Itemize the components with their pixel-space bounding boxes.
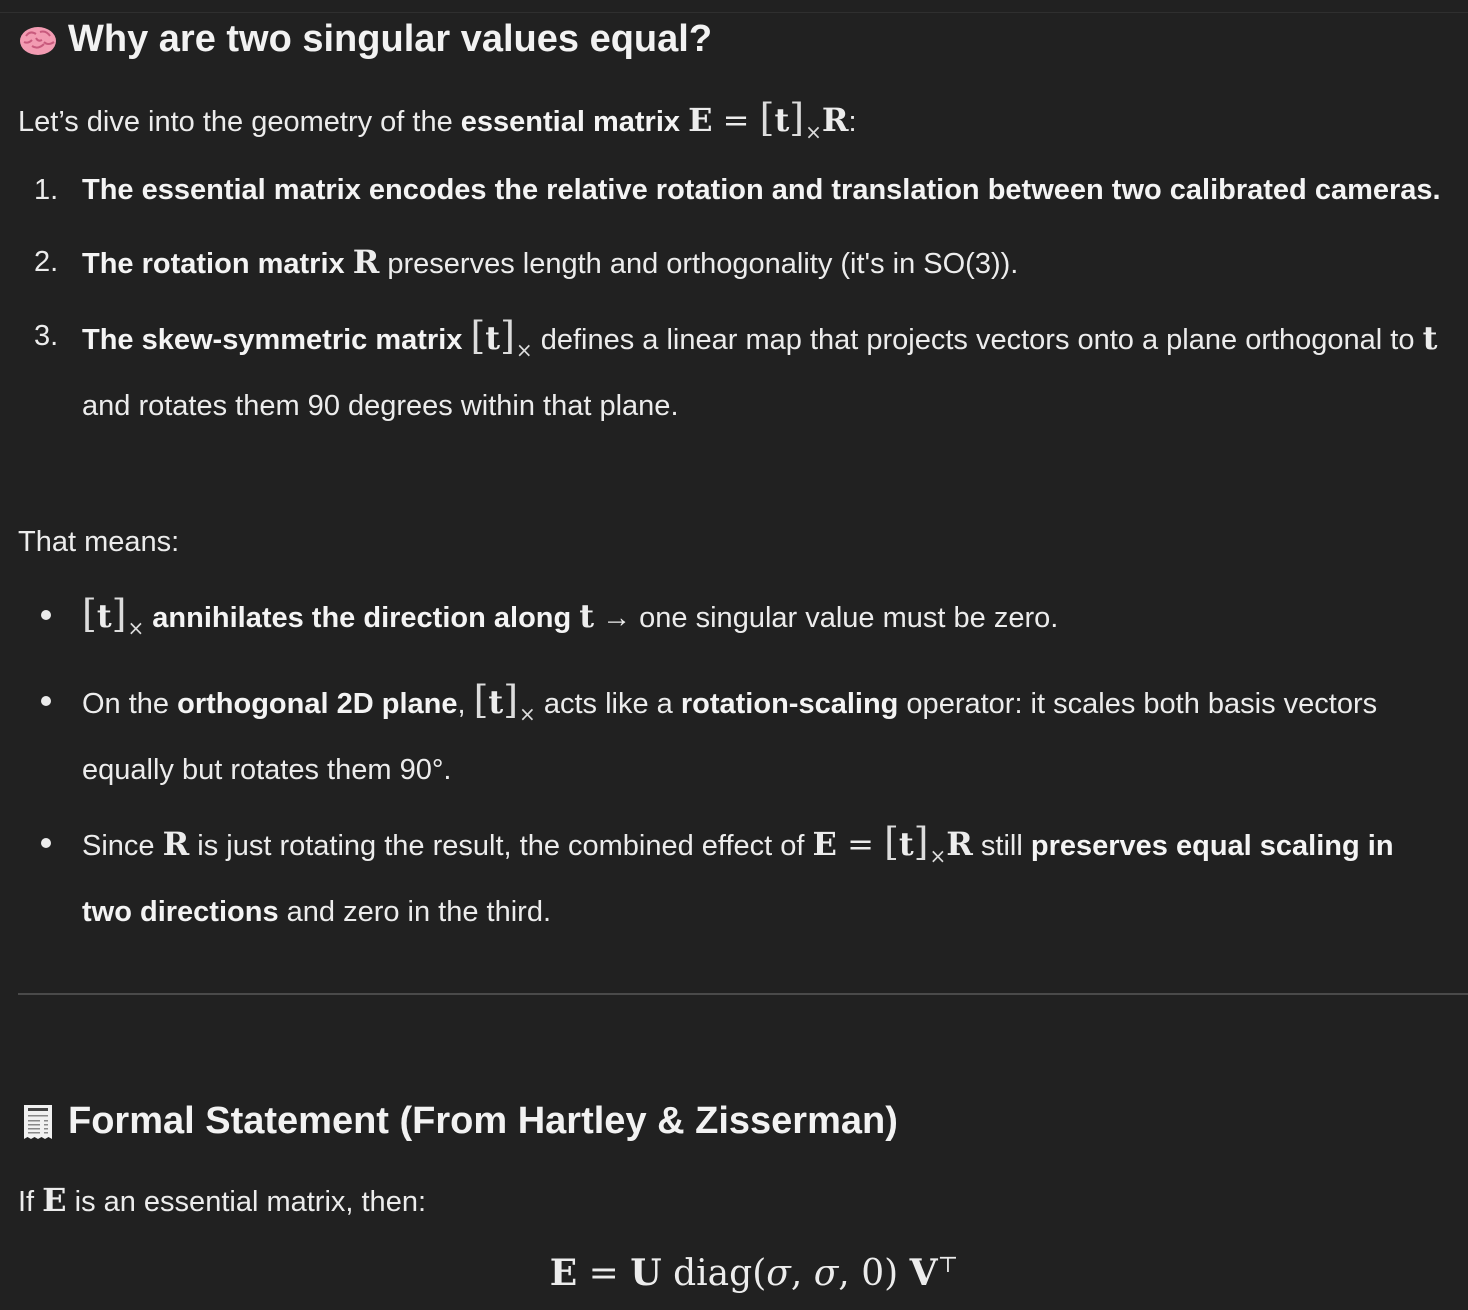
heading-text: Why are two singular values equal? bbox=[68, 18, 713, 60]
list-item: $[t]_\times$ annihilates the direction along t → one singular value must be zero. bbox=[18, 586, 1448, 656]
list-item: 2. The rotation matrix R preserves length and orthogonality (it's in SO(3)). bbox=[34, 243, 1019, 281]
that-means-paragraph: That means: bbox=[18, 526, 180, 558]
section-heading-formal-statement bbox=[18, 1100, 898, 1143]
list-item: 3. The skew-symmetric matrix $[t]_\times$ defines a linear map that projects vectors onto a plane orthogonal to t and rotates them 90 degrees within that plane. bbox=[34, 314, 1438, 422]
intro-paragraph: Let’s dive into the geometry of the essential matrix $E = [t]_\times R$: bbox=[18, 96, 857, 144]
brain-icon bbox=[18, 20, 58, 60]
list-item: On the orthogonal 2D plane, $[t]_\times$ acts like a rotation-scaling operator: it scales both basis vectors equally but rotates them 90°. bbox=[18, 672, 1448, 798]
display-equation: E = U diag(σ, σ, 0) V⊤ bbox=[549, 1252, 959, 1294]
horizontal-rule bbox=[18, 993, 1468, 995]
bullet-list bbox=[18, 586, 1448, 956]
list-item: Since R is just rotating the result, the combined effect of $E = [t]_\times R$ still preserves equal scaling in two directions and zero in the third. bbox=[18, 814, 1448, 940]
if-paragraph: If E is an essential matrix, then: bbox=[18, 1181, 427, 1219]
bullet-dot bbox=[41, 838, 51, 848]
bullet-dot bbox=[41, 610, 51, 620]
section-heading-singular-values bbox=[18, 18, 712, 61]
top-divider bbox=[0, 12, 1468, 13]
numbered-list bbox=[18, 162, 1448, 450]
heading-text: Formal Statement (From Hartley & Zisserman) bbox=[68, 1100, 898, 1142]
list-item: 1. The essential matrix encodes the relative rotation and translation between two calibrated cameras. bbox=[34, 174, 1441, 206]
receipt-icon bbox=[18, 1102, 58, 1142]
bullet-dot bbox=[41, 696, 51, 706]
